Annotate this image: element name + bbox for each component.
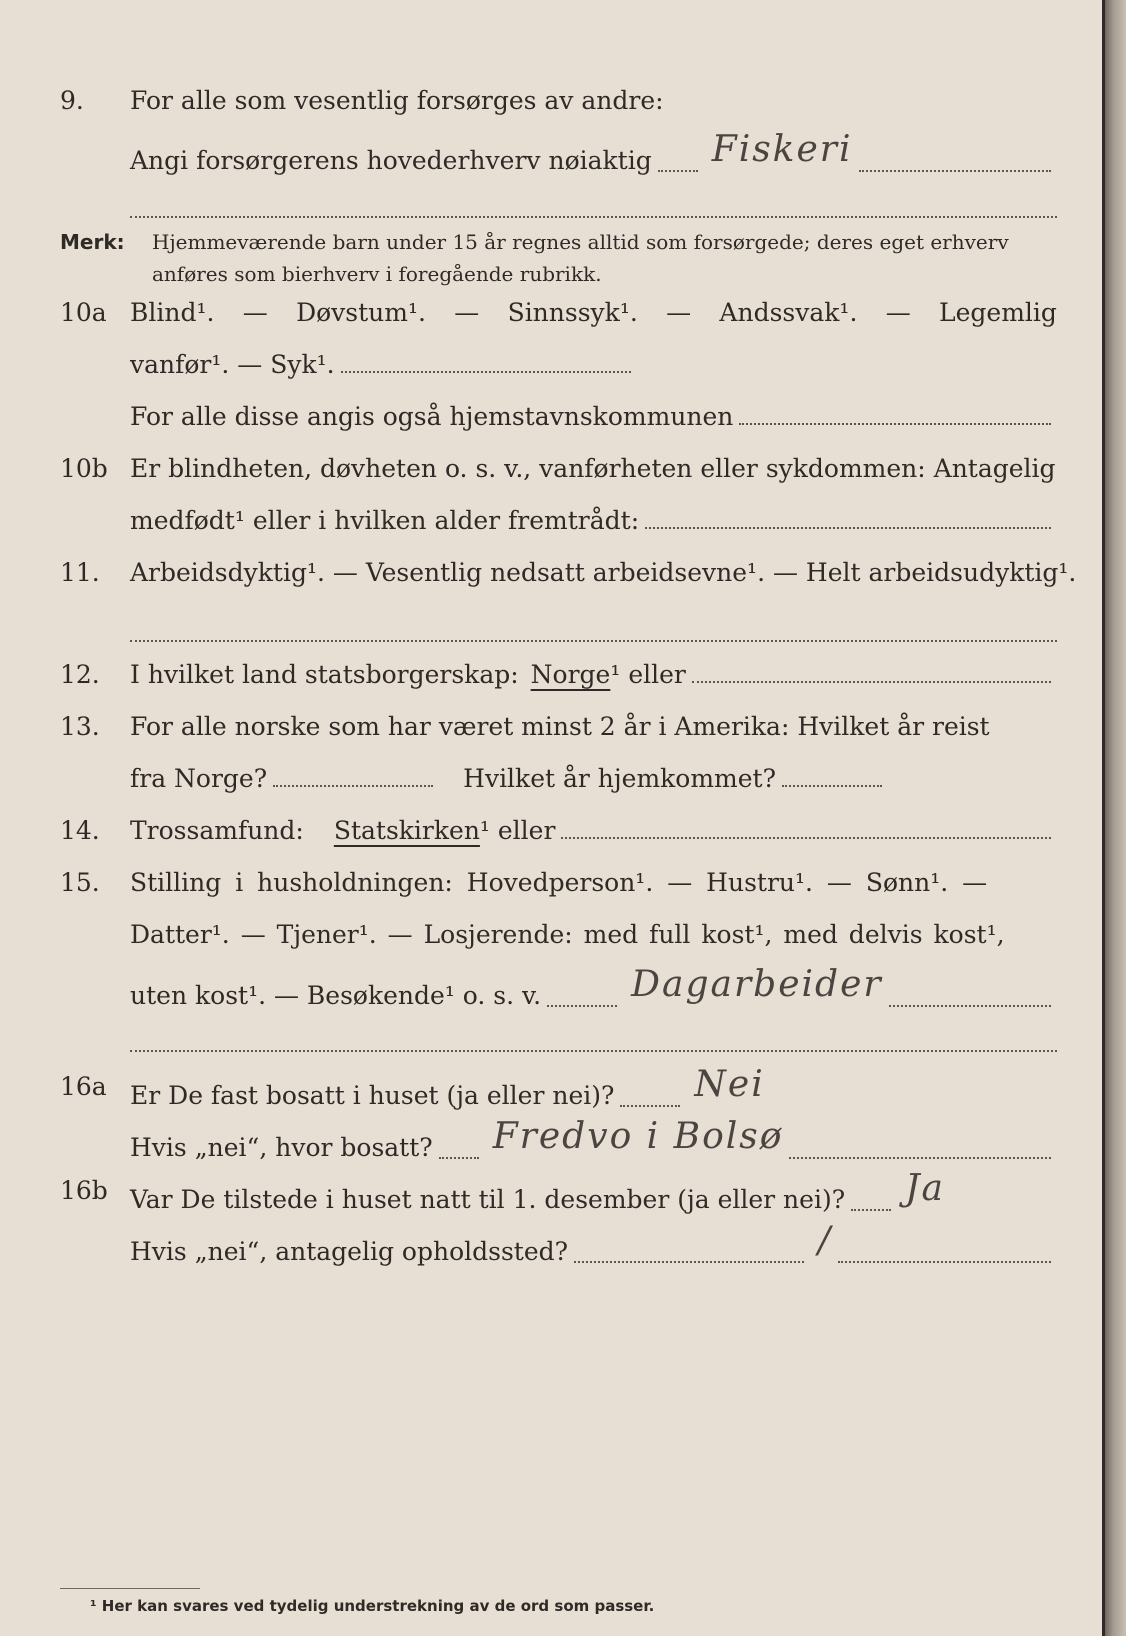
- q16a-number: 16a: [60, 1072, 107, 1101]
- q9-question-line-2: Angi forsørgerens hovederhverv nøiaktig: [130, 146, 652, 175]
- footnote-rule: [60, 1588, 200, 1589]
- q10a-line-2: vanfør¹. — Syk¹.: [130, 350, 335, 379]
- q12-number: 12.: [60, 660, 100, 689]
- q16a-answer-2: Fredvo i Bolsø: [492, 1116, 784, 1157]
- q9-question-line-1: For alle som vesentlig forsørges av andre:: [130, 86, 664, 115]
- merk-note: [60, 226, 1057, 286]
- q15-line-1: Stilling i husholdningen: Hovedperson¹. — Hustru¹. — Sønn¹. —: [130, 868, 988, 897]
- q16b-line-2: Hvis „nei“, antagelig opholdssted?: [130, 1237, 569, 1266]
- q14-number: 14.: [60, 816, 100, 845]
- q15-number: 15.: [60, 868, 100, 897]
- q13-line-2a: fra Norge?: [130, 764, 268, 793]
- q14-answer-underlined: Statskirken: [333, 816, 480, 845]
- q9-number: 9.: [60, 86, 84, 115]
- q12-answer-underlined: Norge: [530, 660, 611, 689]
- q12-prefix: I hvilket land statsborgerskap:: [130, 660, 519, 689]
- q13-line-1: For alle norske som har været minst 2 år i Amerika: Hvilket år reist: [130, 712, 990, 741]
- q10b-number: 10b: [60, 454, 108, 483]
- q15-answer: Dagarbeider: [631, 964, 883, 1005]
- q10a-options: Blind¹. — Døvstum¹. — Sinnssyk¹. — Andssvak¹. — Legemlig: [130, 298, 1057, 327]
- q10a-line-3: For alle disse angis også hjemstavnskommunen: [130, 402, 734, 431]
- q13-number: 13.: [60, 712, 100, 741]
- option-sinnssyk: Sinnssyk¹.: [507, 298, 638, 327]
- page-edge: [1105, 0, 1126, 1636]
- q10a-number: 10a: [60, 298, 107, 327]
- q11-text: Arbeidsdyktig¹. — Vesentlig nedsatt arbeidsevne¹. — Helt arbeidsudyktig¹.: [130, 558, 1077, 587]
- q9-answer-line: [859, 170, 1051, 172]
- q16b-number: 16b: [60, 1176, 108, 1205]
- q12-suffix: ¹ eller: [610, 660, 686, 689]
- option-dovstum: Døvstum¹.: [296, 298, 426, 327]
- q10b-line-2: medfødt¹ eller i hvilken alder fremtrådt:: [130, 506, 640, 535]
- q14-suffix: ¹ eller: [479, 816, 556, 845]
- separator-line: [130, 216, 1057, 218]
- separator-line: [130, 1050, 1057, 1052]
- merk-text: Hjemmeværende barn under 15 år regnes alltid som forsørgede; deres eget erhverv anføres som bierhverv i foregående rubrikk.: [152, 230, 1009, 286]
- q16a-line-2: Hvis „nei“, hvor bosatt?: [130, 1133, 433, 1162]
- q15-line-3: uten kost¹. — Besøkende¹ o. s. v.: [130, 981, 542, 1010]
- option-legemlig: Legemlig: [939, 298, 1057, 327]
- footnote: ¹ Her kan svares ved tydelig understrekning av de ord som passer.: [90, 1597, 655, 1615]
- q9-answer: Fiskeri: [711, 129, 853, 170]
- q16a-line-1: Er De fast bosatt i huset (ja eller nei)?: [130, 1081, 615, 1110]
- q14-prefix: Trossamfund:: [130, 816, 304, 845]
- q11-number: 11.: [60, 558, 100, 587]
- q10b-line-1: Er blindheten, døvheten o. s. v., vanførheten eller sykdommen: Antagelig: [130, 454, 1056, 483]
- q16a-answer-1: Nei: [694, 1064, 765, 1105]
- option-blind: Blind¹.: [130, 298, 215, 327]
- q13-line-2b: Hvilket år hjemkommet?: [463, 764, 777, 793]
- q16b-answer-2: /: [818, 1220, 833, 1261]
- q16b-line-1: Var De tilstede i huset natt til 1. desember (ja eller nei)?: [130, 1185, 846, 1214]
- q16b-answer-1: Ja: [905, 1168, 946, 1209]
- separator-line: [130, 640, 1057, 642]
- q15-line-2: Datter¹. — Tjener¹. — Losjerende: med full kost¹, med delvis kost¹,: [130, 920, 1005, 949]
- merk-label: Merk:: [60, 230, 125, 254]
- option-andssvak: Andssvak¹.: [719, 298, 858, 327]
